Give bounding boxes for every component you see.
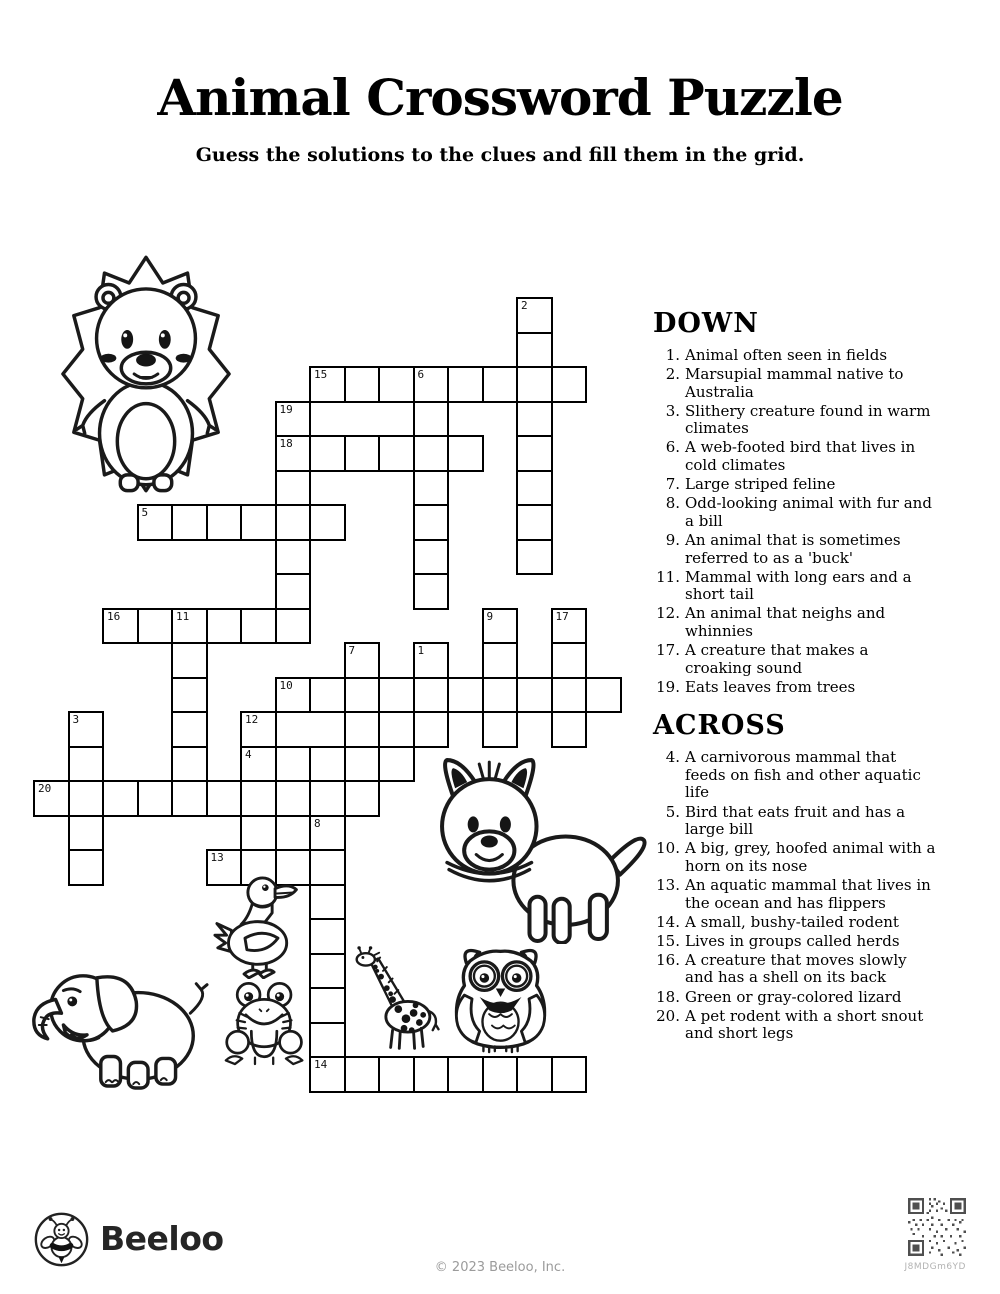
crossword-cell (482, 366, 519, 403)
page-subtitle: Guess the solutions to the clues and fill them in the grid. (195, 144, 805, 166)
clues-panel (653, 308, 973, 1044)
crossword-cell (551, 642, 588, 679)
clue-number-label: 6 (417, 368, 425, 381)
crossword-cell (68, 746, 105, 783)
crossword-cell (309, 815, 346, 852)
crossword-cell (275, 470, 312, 507)
crossword-cell (240, 504, 277, 541)
crossword-cell (482, 711, 519, 748)
crossword-cell (447, 366, 484, 403)
crossword-cell (309, 1056, 346, 1093)
down-clues-section (653, 308, 973, 696)
clue-item: 19. Eats leaves from trees (656, 677, 856, 696)
clue-number-label: 7 (348, 644, 356, 657)
crossword-cell (309, 435, 346, 472)
crossword-cell (413, 366, 450, 403)
crossword-cell (516, 470, 553, 507)
crossword-cell (516, 366, 553, 403)
crossword-cell (137, 504, 174, 541)
crossword-cell (516, 401, 553, 438)
crossword-cell (344, 677, 381, 714)
clue-item: 3. Slithery creature found in warm climates (665, 401, 931, 438)
crossword-cell (447, 1056, 484, 1093)
crossword-cell (68, 849, 105, 886)
crossword-cell (171, 642, 208, 679)
crossword-cell (309, 1022, 346, 1059)
crossword-cell (344, 366, 381, 403)
clue-number-label: 3 (72, 713, 80, 726)
crossword-cell (68, 815, 105, 852)
crossword-cell (413, 711, 450, 748)
crossword-cell (240, 746, 277, 783)
crossword-cell (378, 366, 415, 403)
clue-number-label: 11 (176, 609, 190, 623)
crossword-cell (240, 815, 277, 852)
crossword-cell (171, 711, 208, 748)
crossword-cell (275, 608, 312, 645)
crossword-cell (413, 677, 450, 714)
crossword-cell (516, 677, 553, 714)
crossword-cell (240, 711, 277, 748)
crossword-cell (206, 504, 243, 541)
crossword-cell (240, 780, 277, 817)
crossword-cell (344, 435, 381, 472)
crossword-cell (344, 711, 381, 748)
crossword-cell (378, 746, 415, 783)
crossword-cell (344, 746, 381, 783)
crossword-cell (171, 746, 208, 783)
clue-item: 17. A creature that makes a croaking sound (656, 641, 869, 677)
crossword-cell (413, 539, 450, 576)
crossword-cell (275, 504, 312, 541)
crossword-cell (482, 1056, 519, 1093)
clue-item: 9. An animal that is sometimes referred to as a 'buck' (665, 530, 901, 567)
down-heading: DOWN (653, 308, 759, 339)
crossword-cell (309, 366, 346, 403)
crossword-cell (309, 677, 346, 714)
crossword-cell (206, 849, 243, 886)
crossword-cell (275, 435, 312, 472)
crossword-cell (378, 677, 415, 714)
crossword-cell (309, 849, 346, 886)
clue-item: 18. Green or gray-colored lizard (656, 987, 902, 1006)
crossword-cell (516, 435, 553, 472)
clue-item: 1. Animal often seen in fields (665, 346, 888, 364)
clue-item: 12. An animal that neighs and whinnies (656, 604, 886, 640)
clue-number-label: 10 (279, 678, 293, 692)
crossword-cell (309, 987, 346, 1024)
crossword-cell (447, 677, 484, 714)
clue-number-label: 2 (521, 299, 528, 312)
crossword-cell (309, 504, 346, 541)
crossword-cell (275, 780, 312, 817)
crossword-cell (413, 642, 450, 679)
clue-number-label: 20 (38, 782, 52, 795)
clue-number-label: 1 (417, 644, 425, 657)
crossword-cell (516, 297, 553, 334)
clue-item: 13. An aquatic mammal that lives in the ocean and has flippers (656, 875, 931, 912)
clue-number-label: 9 (486, 609, 494, 623)
clue-item: 20. A pet rodent with a short snout and short legs (656, 1006, 924, 1043)
crossword-cell (309, 746, 346, 783)
crossword-cell (516, 1056, 553, 1093)
clue-item: 14. A small, bushy-tailed rodent (656, 912, 899, 931)
crossword-cell (551, 711, 588, 748)
crossword-cell (68, 711, 105, 748)
clue-item: 2. Marsupial mammal native to Australia (665, 365, 904, 401)
clue-item: 16. A creature that moves slowly and has a shell on its back (656, 950, 907, 987)
crossword-cell (309, 884, 346, 921)
crossword-cell (68, 780, 105, 817)
crossword-cell (275, 677, 312, 714)
crossword-cell (551, 677, 588, 714)
clue-item: 7. Large striped feline (665, 475, 836, 494)
clue-number-label: 13 (210, 851, 224, 864)
crossword-cell (344, 780, 381, 817)
crossword-cell (309, 953, 346, 990)
crossword-cell (482, 608, 519, 645)
crossword-cell (275, 849, 312, 886)
crossword-cell (378, 1056, 415, 1093)
crossword-cell (413, 1056, 450, 1093)
crossword-cell (516, 332, 553, 369)
crossword-cell (413, 573, 450, 610)
crossword-cell (344, 1056, 381, 1093)
clue-number-label: 8 (314, 816, 321, 830)
crossword-cell (551, 1056, 588, 1093)
crossword-cell (171, 780, 208, 817)
crossword-cell (102, 608, 139, 645)
crossword-cell (447, 435, 484, 472)
clue-item: 5. Bird that eats fruit and has a large bill (665, 802, 906, 839)
crossword-cell (275, 539, 312, 576)
crossword-cell (137, 780, 174, 817)
clue-item: 6. A web-footed bird that lives in cold climates (665, 438, 916, 475)
crossword-cell (240, 849, 277, 886)
clue-number-label: 12 (245, 713, 259, 726)
clue-number-label: 15 (314, 368, 328, 381)
clue-item: 15. Lives in groups called herds (656, 931, 900, 950)
crossword-cell (275, 746, 312, 783)
clue-item: 8. Odd-looking animal with fur and a bill (665, 494, 932, 530)
crossword-cell (378, 435, 415, 472)
crossword-cell (482, 677, 519, 714)
crossword-cell (206, 608, 243, 645)
crossword-cell (137, 608, 174, 645)
clue-number-label: 19 (279, 402, 293, 416)
crossword-cell (206, 780, 243, 817)
crossword-cell (516, 504, 553, 541)
across-heading: ACROSS (653, 710, 786, 742)
clue-number-label: 4 (245, 747, 252, 761)
crossword-cell (413, 470, 450, 507)
crossword-cell (33, 780, 70, 817)
clue-number-label: 18 (279, 437, 293, 450)
qr-code-label: J8MDGm6YD (904, 1262, 966, 1272)
crossword-cell (413, 401, 450, 438)
crossword-cell (413, 435, 450, 472)
brand-name: Beeloo (100, 1219, 224, 1258)
crossword-cell (309, 918, 346, 955)
crossword-cell (275, 401, 312, 438)
clue-number-label: 17 (555, 609, 569, 623)
clue-number-label: 16 (107, 609, 121, 623)
copyright-text: © 2023 Beeloo, Inc. (434, 1260, 566, 1275)
crossword-cell (516, 539, 553, 576)
crossword-cell (344, 642, 381, 679)
clue-number-label: 14 (314, 1058, 328, 1071)
across-clues-section (653, 710, 973, 1043)
clue-item: 11. Mammal with long ears and a short tail (656, 567, 912, 604)
crossword-cell (275, 573, 312, 610)
qr-code (908, 1198, 966, 1256)
crossword-cell (102, 780, 139, 817)
crossword-cell (171, 677, 208, 714)
crossword-cell (171, 608, 208, 645)
crossword-cell (585, 677, 622, 714)
crossword-cell (240, 608, 277, 645)
crossword-cell (482, 642, 519, 679)
crossword-grid (33, 297, 658, 1094)
clue-item: 4. A carnivorous mammal that feeds on fish and other aquatic life (665, 748, 921, 802)
crossword-cell (171, 504, 208, 541)
crossword-cell (551, 608, 588, 645)
clue-item: 10. A big, grey, hoofed animal with a horn on its nose (656, 839, 936, 875)
crossword-cell (413, 504, 450, 541)
clue-number-label: 5 (141, 506, 149, 519)
crossword-cell (551, 366, 588, 403)
crossword-cell (309, 780, 346, 817)
page-title: Animal Crossword Puzzle (157, 68, 843, 127)
